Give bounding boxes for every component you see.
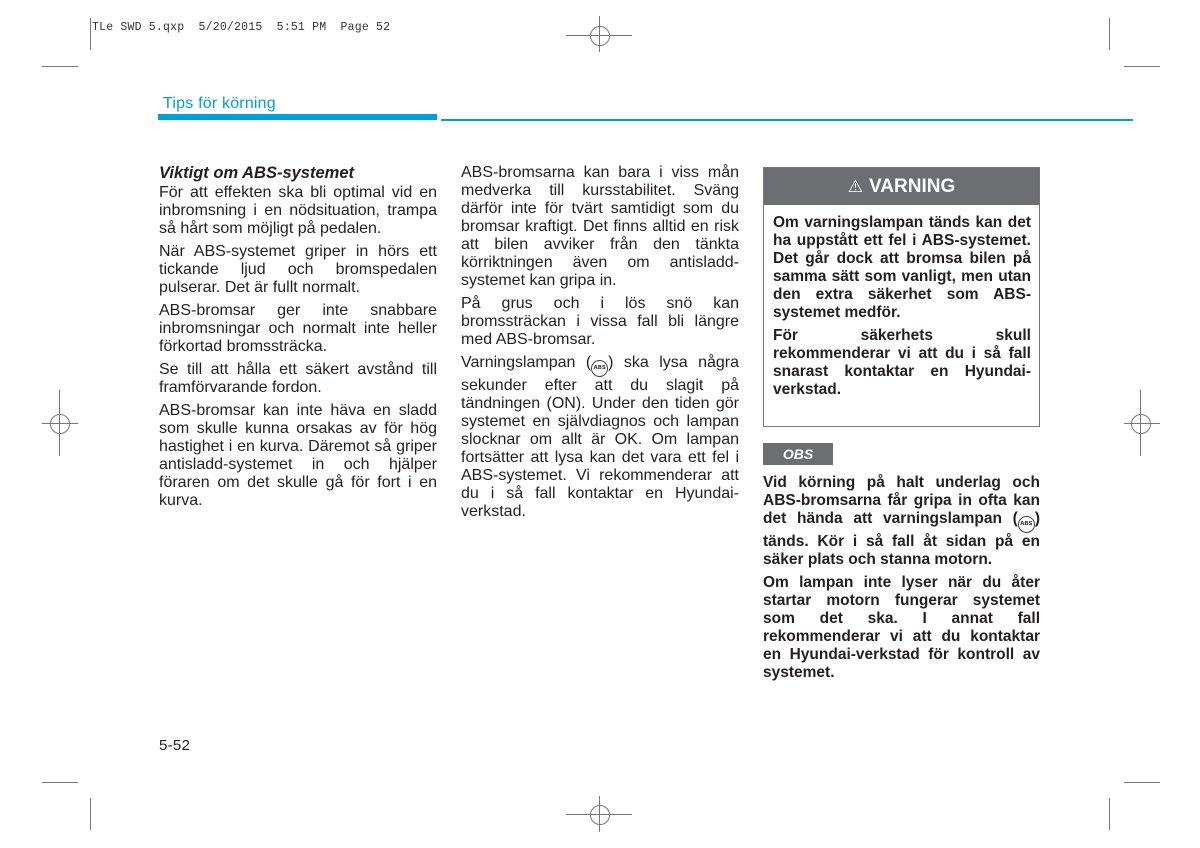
- warning-header: [764, 168, 1039, 205]
- paragraph: ABS-bromsar ger inte snabbare inbromsningar och normalt inte heller förkortad bromssträcka.: [159, 302, 437, 355]
- page-number: 5-52: [159, 737, 191, 754]
- warning-body: [764, 205, 1039, 399]
- paragraph-text: Varningslampan (: [461, 354, 592, 371]
- paragraph: När ABS-systemet griper in hörs ett tickande ljud och bromspedalen pulserar. Det är fullt normalt.: [159, 243, 437, 296]
- text-column-1: [159, 164, 437, 515]
- paragraph: På grus och i lös snö kan bromssträckan i vissa fall bli längre med ABS-bromsar.: [461, 295, 739, 348]
- crop-mark: [1124, 66, 1160, 67]
- warning-triangle-icon: ⚠: [847, 176, 864, 196]
- obs-paragraph: [763, 474, 1040, 569]
- paragraph: För att effekten ska bli optimal vid en inbromsning i en nödsituation, trampa så hårt som möjligt på pedalen.: [159, 184, 437, 237]
- paragraph: ABS-bromsar kan inte häva en sladd som skulle kunna orsakas av för hög hastighet i en kurva. Däremot så griper antisladd-systemet in och hjälper föraren om det skulle gå för fort i en kurva.: [159, 402, 437, 509]
- text-column-2: [461, 164, 739, 526]
- obs-label: OBS: [763, 443, 833, 465]
- abs-warning-light-icon: ABS: [591, 360, 608, 377]
- crop-mark: [1109, 798, 1110, 830]
- warning-paragraph: Om varningslampan tänds kan det ha uppstått ett fel i ABS-systemet. Det går dock att bromsa bilen på samma sätt som vanligt, men utan den extra säkerhet som ABS-systemet medför.: [773, 214, 1031, 321]
- warning-paragraph: För säkerhets skull rekommenderar vi att du i så fall snarast kontaktar en Hyundai-verkstad.: [773, 327, 1031, 398]
- subheading: Viktigt om ABS-systemet: [159, 164, 354, 182]
- abs-warning-light-icon: ABS: [1018, 516, 1035, 533]
- crop-mark: [90, 18, 91, 50]
- section-title: Tips för körning: [163, 95, 276, 112]
- crop-mark: [42, 782, 78, 783]
- paragraph-text: Vid körning på halt underlag och ABS-bromsarna får gripa in ofta kan det hända att varningslampan (: [763, 474, 1040, 527]
- paragraph: Se till att hålla ett säkert avstånd till framförvarande fordon.: [159, 361, 437, 396]
- crop-mark: [90, 798, 91, 830]
- warning-title: VARNING: [869, 175, 956, 197]
- section-bar: [158, 114, 437, 120]
- crop-mark: [1109, 18, 1110, 50]
- paragraph: [461, 354, 739, 521]
- paragraph: ABS-bromsarna kan bara i viss mån medverka till kursstabilitet. Sväng därför inte för tvärt samtidigt som du bromsar kraftigt. Det finns alltid en risk att bilen avviker från den tänkta körriktningen även om antisladd-systemet kan gripa in.: [461, 164, 739, 289]
- paragraph-text: ) ska lysa några sekunder efter att du slagit på tändningen (ON). Under den tiden gör systemet en självdiagnos och lampan slocknar om allt är OK. Om lampan fortsätter att lysa kan det vara ett fel i ABS-systemet. Vi rekommenderar att du i så fall kontaktar en Hyundai-verkstad.: [461, 354, 739, 520]
- section-rule: [441, 119, 1133, 121]
- crop-mark: [1124, 782, 1160, 783]
- obs-paragraph: Om lampan inte lyser när du åter startar motorn fungerar systemet som det ska. I annat fall rekommenderar vi att du kontaktar en Hyundai-verkstad för kontroll av systemet.: [763, 574, 1040, 681]
- crop-mark: [42, 66, 78, 67]
- paragraph-text: ) tänds. Kör i så fall åt sidan på en säker plats och stanna motorn.: [763, 510, 1040, 568]
- warning-box: [763, 167, 1040, 427]
- obs-body: [763, 474, 1040, 687]
- print-header: TLe SWD 5.qxp 5/20/2015 5:51 PM Page 52: [92, 21, 391, 34]
